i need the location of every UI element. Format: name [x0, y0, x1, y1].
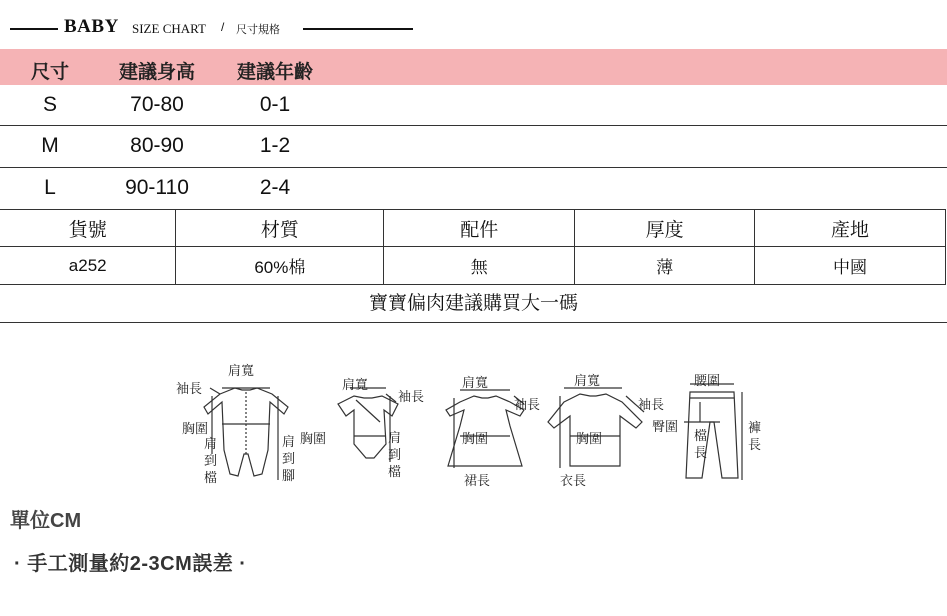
dress-chest-label: 胸圍	[462, 432, 489, 447]
title-separator: /	[221, 20, 225, 34]
cell-age: 1-2	[259, 134, 291, 157]
title-chinese: 尺寸規格	[236, 24, 280, 36]
top-sleeve-label: 袖長	[638, 398, 665, 413]
header-accessory: 配件	[384, 210, 575, 247]
header-size: 尺寸	[30, 62, 69, 83]
header-thickness: 厚度	[575, 210, 755, 247]
pants-outline	[684, 384, 742, 480]
title-rule-right	[303, 28, 413, 30]
header-origin: 產地	[755, 210, 946, 247]
value-accessory: 無	[384, 247, 575, 285]
product-value-row	[0, 247, 946, 285]
romper-shoulder-to-crotch-label: 肩到檔	[204, 437, 218, 486]
dress-shoulder-label: 肩寬	[462, 376, 489, 391]
product-info-table	[0, 209, 946, 285]
size-row-l	[0, 168, 947, 208]
garment-measurement-diagrams	[160, 362, 780, 502]
top-chest-label: 胸圍	[576, 432, 603, 447]
romper-shoulder-label: 肩寬	[228, 364, 255, 379]
value-thickness: 薄	[575, 247, 755, 285]
cell-height: 90-110	[125, 176, 189, 199]
size-advice-note: 寶寶偏肉建議購買大一碼	[0, 285, 947, 323]
bodysuit-shoulder-to-crotch-label: 肩到檔	[388, 431, 402, 480]
unit-label: 單位CM	[10, 510, 82, 532]
top-length-label: 衣長	[560, 474, 587, 489]
value-origin: 中國	[755, 247, 946, 285]
cell-age: 2-4	[259, 176, 291, 199]
pants-waist-label: 腰圍	[694, 374, 721, 389]
header-height: 建議身高	[118, 62, 195, 83]
dress-sleeve-label: 袖長	[514, 398, 541, 413]
size-row-s	[0, 85, 947, 125]
value-material: 60%棉	[176, 247, 384, 285]
value-item-no: a252	[0, 247, 176, 285]
header-material: 材質	[176, 210, 384, 247]
bodysuit-shoulder-label: 肩寬	[342, 378, 369, 393]
product-header-row	[0, 210, 946, 247]
cell-age: 0-1	[259, 93, 291, 116]
size-table-header	[0, 49, 947, 85]
bodysuit-chest-label: 胸圍	[300, 432, 327, 447]
cell-size: S	[42, 93, 57, 116]
dress-skirt-length-label: 裙長	[464, 474, 491, 489]
size-chart-title	[0, 14, 947, 42]
romper-chest-label: 胸圍	[182, 422, 209, 437]
cell-height: 70-80	[130, 93, 184, 116]
title-subtitle: SIZE CHART	[132, 21, 206, 36]
bodysuit-sleeve-label: 袖長	[398, 390, 425, 405]
header-item-no: 貨號	[0, 210, 176, 247]
title-rule-left	[10, 28, 58, 30]
measurement-tolerance-note: · 手工測量約2-3CM誤差 ·	[14, 553, 247, 575]
cell-size: M	[41, 134, 59, 157]
pants-crotch-label: 檔長	[694, 429, 708, 461]
cell-height: 80-90	[130, 134, 184, 157]
pants-length-label: 褲長	[748, 421, 762, 453]
size-row-m	[0, 126, 947, 166]
romper-shoulder-to-foot-label: 肩到腳	[282, 435, 296, 484]
romper-sleeve-label: 袖長	[176, 382, 203, 397]
cell-size: L	[44, 176, 56, 199]
top-shoulder-label: 肩寬	[574, 374, 601, 389]
title-brand: BABY	[64, 16, 119, 37]
header-age: 建議年齡	[236, 62, 313, 83]
pants-hip-label: 臀圍	[652, 420, 679, 435]
